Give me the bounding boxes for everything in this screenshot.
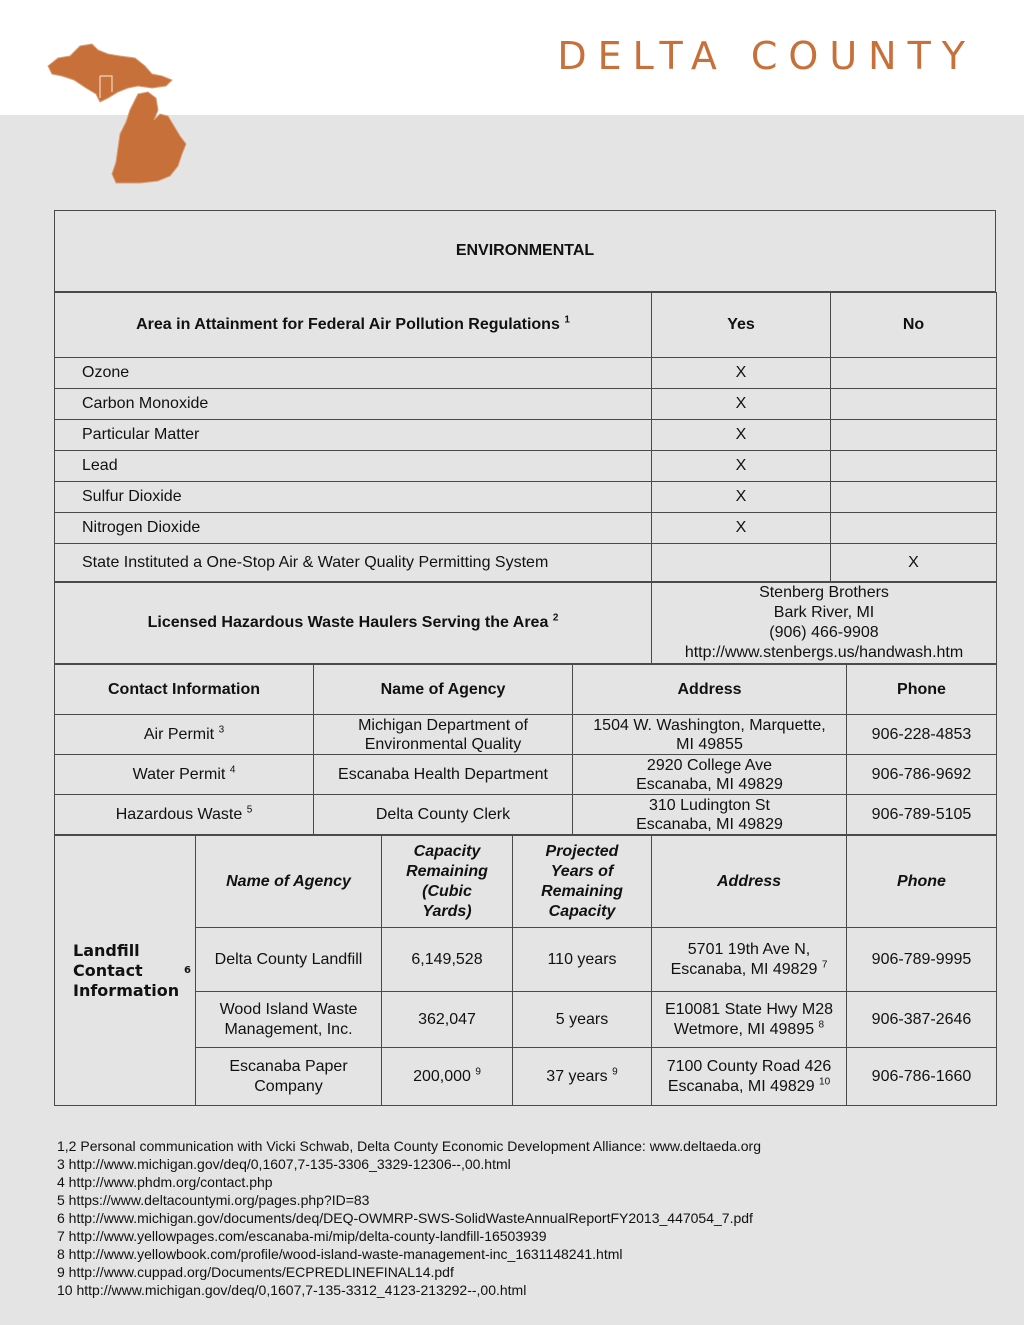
table-row (55, 928, 997, 992)
landfill-phone-header: Phone (847, 836, 997, 928)
footnote: 9 http://www.cuppad.org/Documents/ECPREDLINEFINAL14.pdf (57, 1264, 454, 1280)
landfill-agency: Delta County Landfill (196, 928, 382, 992)
landfill-agency-header: Name of Agency (196, 836, 382, 928)
permitting-system-label: State Instituted a One-Stop Air & Water Quality Permitting System (55, 544, 652, 582)
address-header: Address (573, 665, 847, 715)
landfill-address: E10081 State Hwy M28 Wetmore, MI 49895 $^8$ (652, 992, 847, 1048)
contact-type: Hazardous Waste $^5$ (55, 795, 314, 835)
table-row (55, 358, 997, 389)
years-remaining-header: Projected Years of Remaining Capacity (513, 836, 652, 928)
agency-name: Michigan Department of Environmental Quality (314, 715, 573, 755)
footnotes (57, 1137, 997, 1299)
pollutant-label: Carbon Monoxide (55, 389, 652, 420)
table-row (55, 1048, 997, 1106)
capacity-header: Capacity Remaining (Cubic Yards) (382, 836, 513, 928)
agency-name: Escanaba Health Department (314, 755, 573, 795)
footnote: 6 http://www.michigan.gov/documents/deq/DEQ-OWMRP-SWS-SolidWasteAnnualReportFY2013_447054_7.pdf (57, 1210, 753, 1226)
no-mark (831, 513, 997, 544)
years-value: 110 years (513, 928, 652, 992)
table-row (55, 513, 997, 544)
yes-mark: X (652, 451, 831, 482)
yes-column-header: Yes (652, 293, 831, 358)
hauler-details (652, 583, 997, 664)
years-value: 37 years $^9$ (513, 1048, 652, 1106)
air-attainment-heading: Area in Attainment for Federal Air Pollution Regulations $^1$ (55, 293, 652, 358)
air-attainment-table (54, 292, 997, 582)
footnote: 7 http://www.yellowpages.com/escanaba-mi/mip/delta-county-landfill-16503939 (57, 1228, 547, 1244)
footnote: 5 https://www.deltacountymi.org/pages.php?ID=83 (57, 1192, 370, 1208)
landfill-agency: Escanaba Paper Company (196, 1048, 382, 1106)
landfill-agency: Wood Island Waste Management, Inc. (196, 992, 382, 1048)
table-row (55, 755, 997, 795)
agency-name: Delta County Clerk (314, 795, 573, 835)
agency-phone: 906-786-9692 (847, 755, 997, 795)
pollutant-label: Ozone (55, 358, 652, 389)
agency-address: 310 Ludington St Escanaba, MI 49829 (573, 795, 847, 835)
table-row (55, 451, 997, 482)
contact-type: Air Permit $^3$ (55, 715, 314, 755)
table-row (55, 992, 997, 1048)
landfill-table (54, 835, 997, 1106)
footnote: 8 http://www.yellowbook.com/profile/wood-island-waste-management-inc_1631148241.html (57, 1246, 623, 1262)
pollutant-label: Particular Matter (55, 420, 652, 451)
pollutant-label: Nitrogen Dioxide (55, 513, 652, 544)
michigan-map-icon (40, 36, 200, 186)
years-value: 5 years (513, 992, 652, 1048)
no-column-header: No (831, 293, 997, 358)
haulers-table (54, 582, 997, 664)
contact-table (54, 664, 997, 835)
county-title: DELTA COUNTY (557, 34, 976, 78)
hauler-name: Stenberg Brothers (759, 584, 889, 601)
agency-address: 2920 College Ave Escanaba, MI 49829 (573, 755, 847, 795)
no-mark (831, 451, 997, 482)
yes-mark (652, 544, 831, 582)
table-row (55, 420, 997, 451)
landfill-address-header: Address (652, 836, 847, 928)
contact-type: Water Permit $^4$ (55, 755, 314, 795)
yes-mark: X (652, 389, 831, 420)
agency-phone: 906-228-4853 (847, 715, 997, 755)
table-row (55, 389, 997, 420)
hauler-city: Bark River, MI (773, 604, 875, 621)
capacity-value: 6,149,528 (382, 928, 513, 992)
no-mark (831, 420, 997, 451)
yes-mark: X (652, 420, 831, 451)
no-mark (831, 389, 997, 420)
contact-info-header: Contact Information (55, 665, 314, 715)
hauler-phone: (906) 466-9908 (769, 624, 879, 641)
agency-phone: 906-789-5105 (847, 795, 997, 835)
landfill-phone: 906-786-1660 (847, 1048, 997, 1106)
pollutant-label: Sulfur Dioxide (55, 482, 652, 513)
footnote: 4 http://www.phdm.org/contact.php (57, 1174, 273, 1190)
no-mark: X (831, 544, 997, 582)
yes-mark: X (652, 513, 831, 544)
capacity-value: 362,047 (382, 992, 513, 1048)
landfill-phone: 906-789-9995 (847, 928, 997, 992)
pollutant-label: Lead (55, 451, 652, 482)
landfill-section-label: Landfill Contact Information 6 (55, 836, 196, 1106)
no-mark (831, 482, 997, 513)
hauler-website: http://www.stenbergs.us/handwash.htm (684, 644, 964, 661)
footnote: 1,2 Personal communication with Vicki Schwab, Delta County Economic Development Alliance: www.deltaeda.org (57, 1138, 761, 1154)
no-mark (831, 358, 997, 389)
footnote: 10 http://www.michigan.gov/deq/0,1607,7-135-3312_4123-213292--,00.html (57, 1282, 527, 1298)
table-row (55, 795, 997, 835)
page-title: ENVIRONMENTAL (55, 211, 996, 292)
agency-header: Name of Agency (314, 665, 573, 715)
landfill-phone: 906-387-2646 (847, 992, 997, 1048)
landfill-address: 5701 19th Ave N, Escanaba, MI 49829 $^7$ (652, 928, 847, 992)
capacity-value: 200,000 $^9$ (382, 1048, 513, 1106)
environmental-document (54, 210, 996, 1106)
title-table (54, 210, 996, 292)
table-row (55, 482, 997, 513)
haulers-heading: Licensed Hazardous Waste Haulers Serving the Area $^2$ (55, 583, 652, 664)
table-row (55, 715, 997, 755)
yes-mark: X (652, 482, 831, 513)
footnote: 3 http://www.michigan.gov/deq/0,1607,7-135-3306_3329-12306--,00.html (57, 1156, 511, 1172)
landfill-address: 7100 County Road 426 Escanaba, MI 49829 $^{10}$ (652, 1048, 847, 1106)
table-row (55, 544, 997, 582)
phone-header: Phone (847, 665, 997, 715)
agency-address: 1504 W. Washington, Marquette, MI 49855 (573, 715, 847, 755)
yes-mark: X (652, 358, 831, 389)
